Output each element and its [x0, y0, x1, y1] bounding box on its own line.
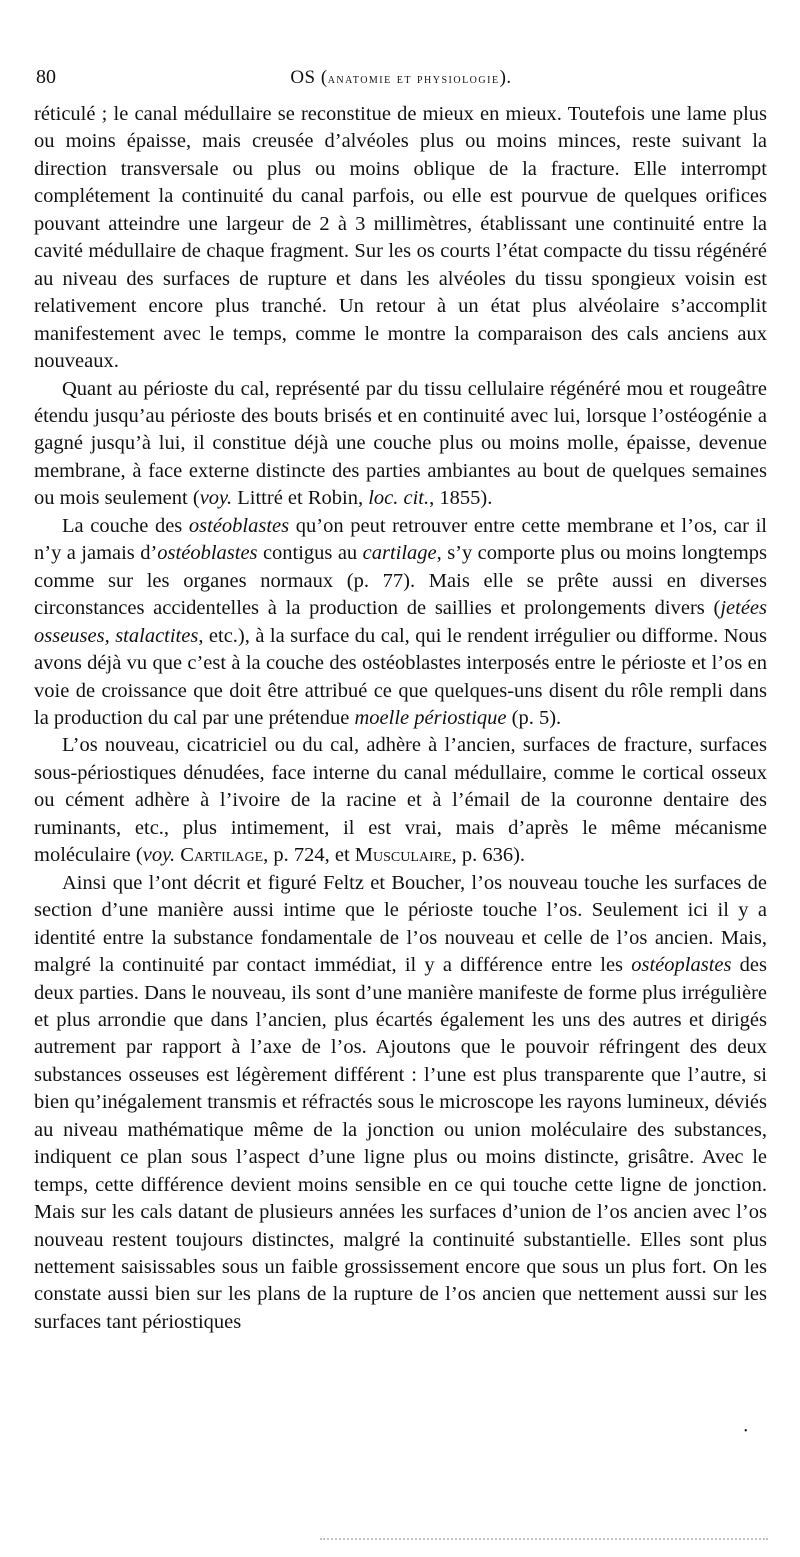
paragraph-5 [34, 870, 767, 1337]
running-title-main: OS ( [290, 67, 328, 88]
italic-term: moelle périostique [354, 706, 507, 729]
footer-rule [320, 1538, 768, 1542]
text-run: (p. 5). [506, 706, 562, 729]
text-run: Littré et Robin, [232, 487, 369, 510]
page-number: 80 [36, 66, 56, 88]
paragraph-2 [34, 376, 767, 513]
text-run: , etc.), à la surface du cal, qui le rendent irrégulier ou difforme. Nous avons déjà vu que c’est à la couche des ostéoblastes interposés entre le périoste et l’os en voie de croissance que doit être attribué ce que quelques-uns disent du rôle rempli dans la production du cal par une prétendue [34, 624, 767, 729]
small-caps-term: Cartilage [180, 844, 264, 867]
italic-term: loc. cit. [368, 487, 430, 510]
running-title-end: ). [499, 67, 512, 88]
text-run: contigus au [257, 542, 363, 565]
text-run: , s’y comporte plus ou moins longtemps comme sur les organes normaux (p. 77). Mais elle se prête aussi en diverses circonstances accidentelles à la production de saillies et prolongements divers ( [34, 542, 767, 620]
text-run: L’os nouveau, cicatriciel ou du cal, adhère à l’ancien, surfaces de fracture, surfaces sous-périostiques dénudées, face interne du canal médullaire, comme le cortical osseux ou cément adhère à l’ivoire de la racine et à l’émail de la couronne dentaire des ruminants, etc., plus intimement, il est vrai, mais d’après le même mécanisme moléculaire ( [34, 734, 767, 867]
italic-term: ostéoblastes [188, 514, 290, 537]
bottom-mark: • [744, 1426, 748, 1437]
body-text [34, 101, 767, 1336]
text-run: qu’on peut retrouver entre cette membrane et l’os, car il n’y a jamais d’ [34, 514, 767, 565]
text-run: , p. 724, et [263, 844, 355, 867]
italic-term: voy. [199, 487, 233, 510]
small-caps-term: Musculaire [354, 844, 452, 867]
text-run: , p. 636). [451, 844, 526, 867]
text-run: des deux parties. Dans le nouveau, ils sont d’une manière manifeste de forme plus irrégulière et plus arrondie que dans l’ancien, plus écartés également les uns des autres et dirigés autrement par rapport à l’axe de l’os. Ajoutons que le pouvoir réfringent des deux substances osseuses est légèrement différent : l’une est plus transparente que l’autre, si bien qu’inégalement transmis et réfractés sous le microscope les rayons lumineux, déviés au niveau mathématique même de la jonction ou union moléculaire des substances, indiquent ce plan sous l’aspect d’une ligne plus ou moins distincte, grisâtre. Avec le temps, cette différence devient moins sensible en ce qui touche cette ligne de jonction. Mais sur les cals datant de plusieurs années les surfaces d’union de l’os ancien avec l’os nouveau restent toujours distinctes, malgré la continuité substantielle. Elles sont plus nettement saisissables sous un faible grossissement encore que sous un plus fort. On les constate aussi bien sur les plans de la rupture de l’os ancien que nettement aussi sur les surfaces tant périostiques [34, 954, 767, 1333]
text-run: Ainsi que l’ont décrit et figuré Feltz et Boucher, l’os nouveau touche les surfaces de section d’une manière aussi intime que le périoste touche l’os. Seulement ici il y a identité entre la substance fondamentale de l’os nouveau et celle de l’os ancien. Mais, malgré la continuité par contact immédiat, il y a différence entre les [34, 871, 767, 977]
italic-term: ostéoplastes [631, 954, 732, 977]
text-run: La couche des [62, 514, 189, 537]
italic-term: ostéoblastes [157, 542, 258, 565]
running-title [36, 67, 766, 89]
text-run: , 1855). [429, 487, 493, 510]
italic-term: voy. [142, 844, 176, 867]
paragraph-3 [34, 513, 767, 733]
text-run: Quant au périoste du cal, représenté par du tissu cellulaire régénéré mou et rougeâtre étendu jusqu’au périoste des bouts brisés et en continuité avec lui, lorsque l’ostéogénie a gagné jusqu’à lui, il constitue déjà une couche plus ou moins molle, épaisse, devenue membrane, à face externe distincte des parties ambiantes au bout de quelques semaines ou mois seulement ( [34, 377, 767, 510]
italic-term: cartilage [362, 542, 437, 565]
page-header [36, 66, 766, 96]
paragraph-1 [34, 101, 767, 376]
running-title-subject: anatomie et physiologie [327, 72, 500, 87]
italic-term: jetées osseuses, stalactites [34, 597, 767, 647]
text-run: réticulé ; le canal médullaire se reconstitue de mieux en mieux. Toutefois une lame plus ou moins épaisse, mais creusée d’alvéoles plus ou moins minces, reste suivant la direction transversale ou plus ou moins oblique de la fracture. Elle interrompt complétement la continuité du canal parfois, ou elle est pourvue de quelques orifices pouvant atteindre une largeur de 2 à 3 millimètres, établissant une continuité entre la cavité médullaire de chaque fragment. Sur les os courts l’état compacte du tissu régénéré au niveau des surfaces de rupture et dans les alvéoles du tissu spongieux voisin est relativement encore plus tranché. Un retour à un état plus alvéolaire s’accomplit manifestement avec le temps, comme le montre la comparaison des cals anciens aux nouveaux. [34, 103, 767, 373]
paragraph-4 [34, 732, 767, 869]
